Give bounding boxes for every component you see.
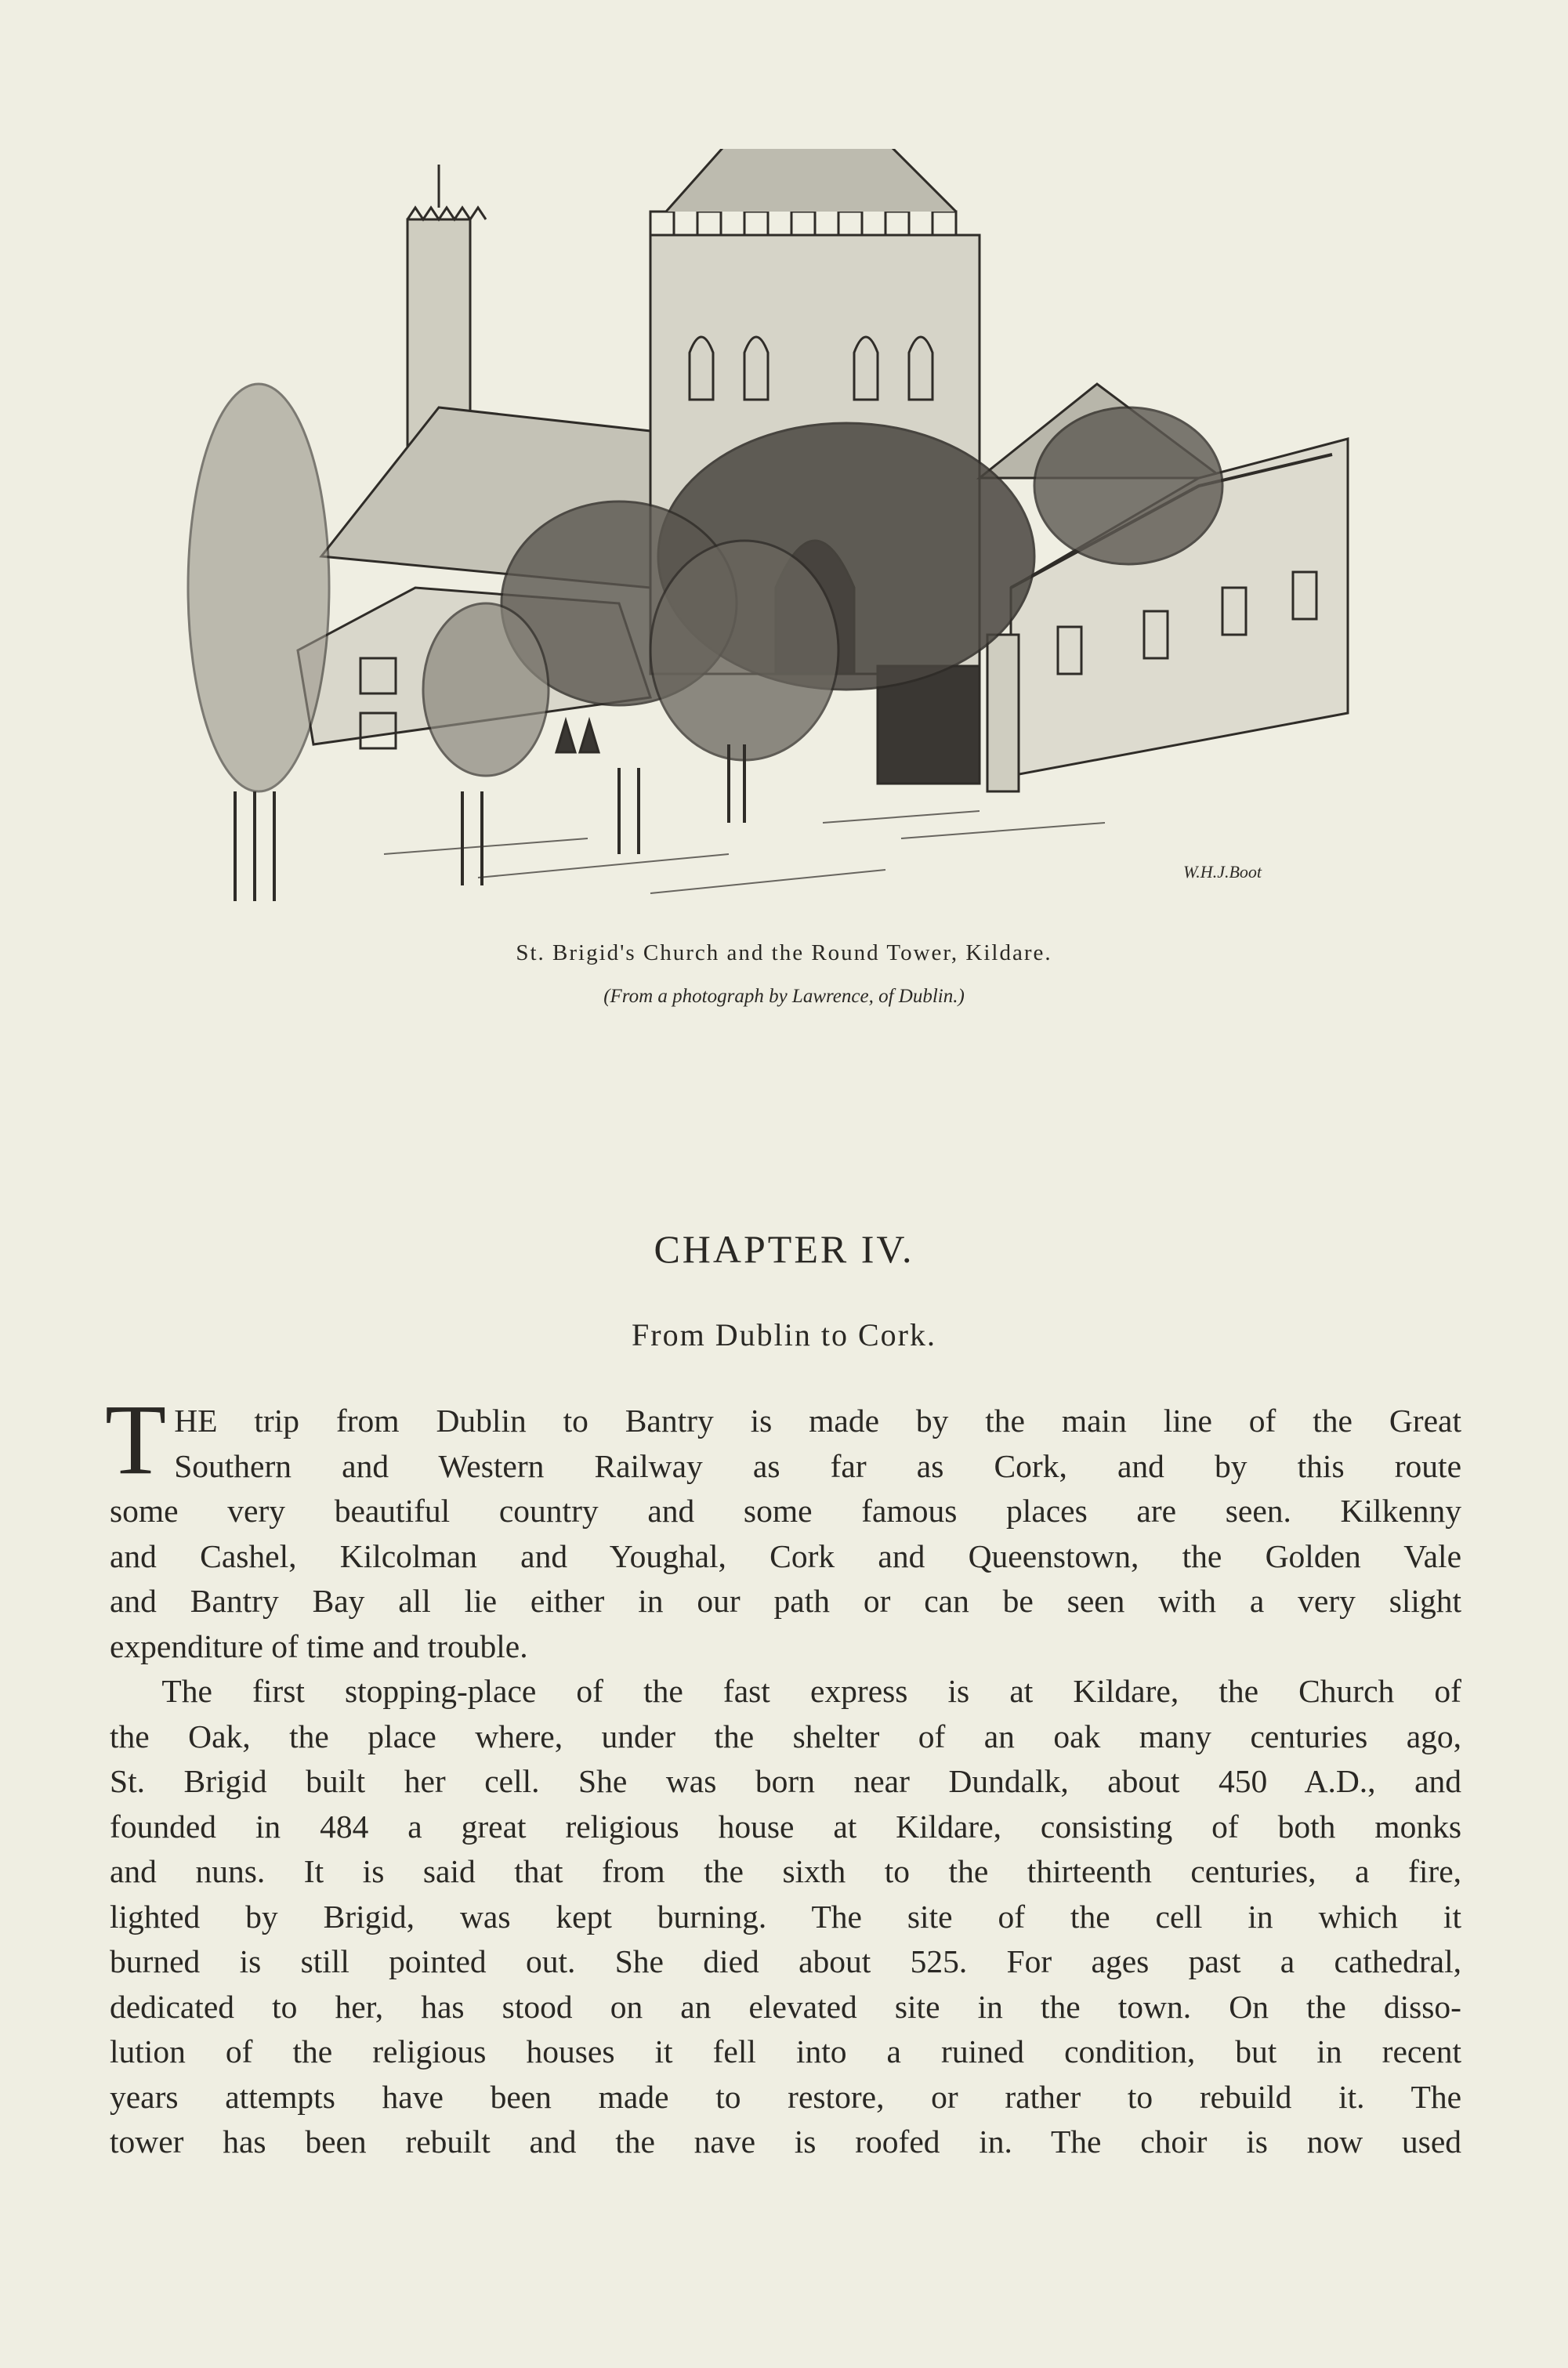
text-line: expenditure of time and trouble. — [110, 1628, 528, 1664]
text-line: St. Brigid built her cell. She was born near Dundalk, about 450 A.D., and — [110, 1763, 1461, 1799]
figure-caption: St. Brigid's Church and the Round Tower, Kildare. — [516, 940, 1052, 965]
text-line: lighted by Brigid, was kept burning. The site of the cell in which it — [110, 1898, 1461, 1935]
text-line: The first stopping-place of the fast express is at Kildare, the Church of — [161, 1673, 1461, 1709]
text-line: founded in 484 a great religious house at Kildare, consisting of both monks — [110, 1808, 1461, 1845]
text-line: years attempts have been made to restore, or rather to rebuild it. The — [110, 2078, 1461, 2115]
paragraph-1 — [105, 1384, 1461, 1669]
chapter-title: CHAPTER IV. — [654, 1227, 914, 1271]
chapter-subtitle: From Dublin to Cork. — [632, 1317, 936, 1352]
text-line: the Oak, the place where, under the shelter of an oak many centuries ago, — [110, 1718, 1461, 1754]
text-line: some very beautiful country and some famous places are seen. Kilkenny — [110, 1493, 1461, 1529]
text-line: lution of the religious houses it fell into a ruined condition, but in recent — [110, 2033, 1461, 2069]
text-line: HE trip from Dublin to Bantry is made by the main line of the Great — [174, 1403, 1461, 1439]
text-line: tower has been rebuilt and the nave is roofed in. The choir is now used — [110, 2124, 1461, 2160]
drop-cap: T — [105, 1384, 167, 1495]
engraver-signature: W.H.J.Boot — [1183, 862, 1262, 882]
engraving-illustration — [180, 149, 1379, 948]
text-line: and Cashel, Kilcolman and Youghal, Cork and Queenstown, the Golden Vale — [110, 1537, 1461, 1574]
text-line: and nuns. It is said that from the sixth to the thirteenth centuries, a fire, — [110, 1853, 1461, 1889]
paragraph-2 — [110, 1669, 1461, 2165]
figure-credit: (From a photograph by Lawrence, of Dublin.) — [603, 986, 965, 1007]
text-line: Southern and Western Railway as far as Cork, and by this route — [174, 1447, 1461, 1484]
body-text — [105, 1384, 1461, 2165]
church-engraving — [180, 149, 1379, 948]
text-line: burned is still pointed out. She died about 525. For ages past a cathedral, — [110, 1943, 1461, 1979]
text-line: and Bantry Bay all lie either in our path or can be seen with a very slight — [110, 1583, 1461, 1619]
text-line: dedicated to her, has stood on an elevated site in the town. On the disso- — [110, 1988, 1461, 2025]
